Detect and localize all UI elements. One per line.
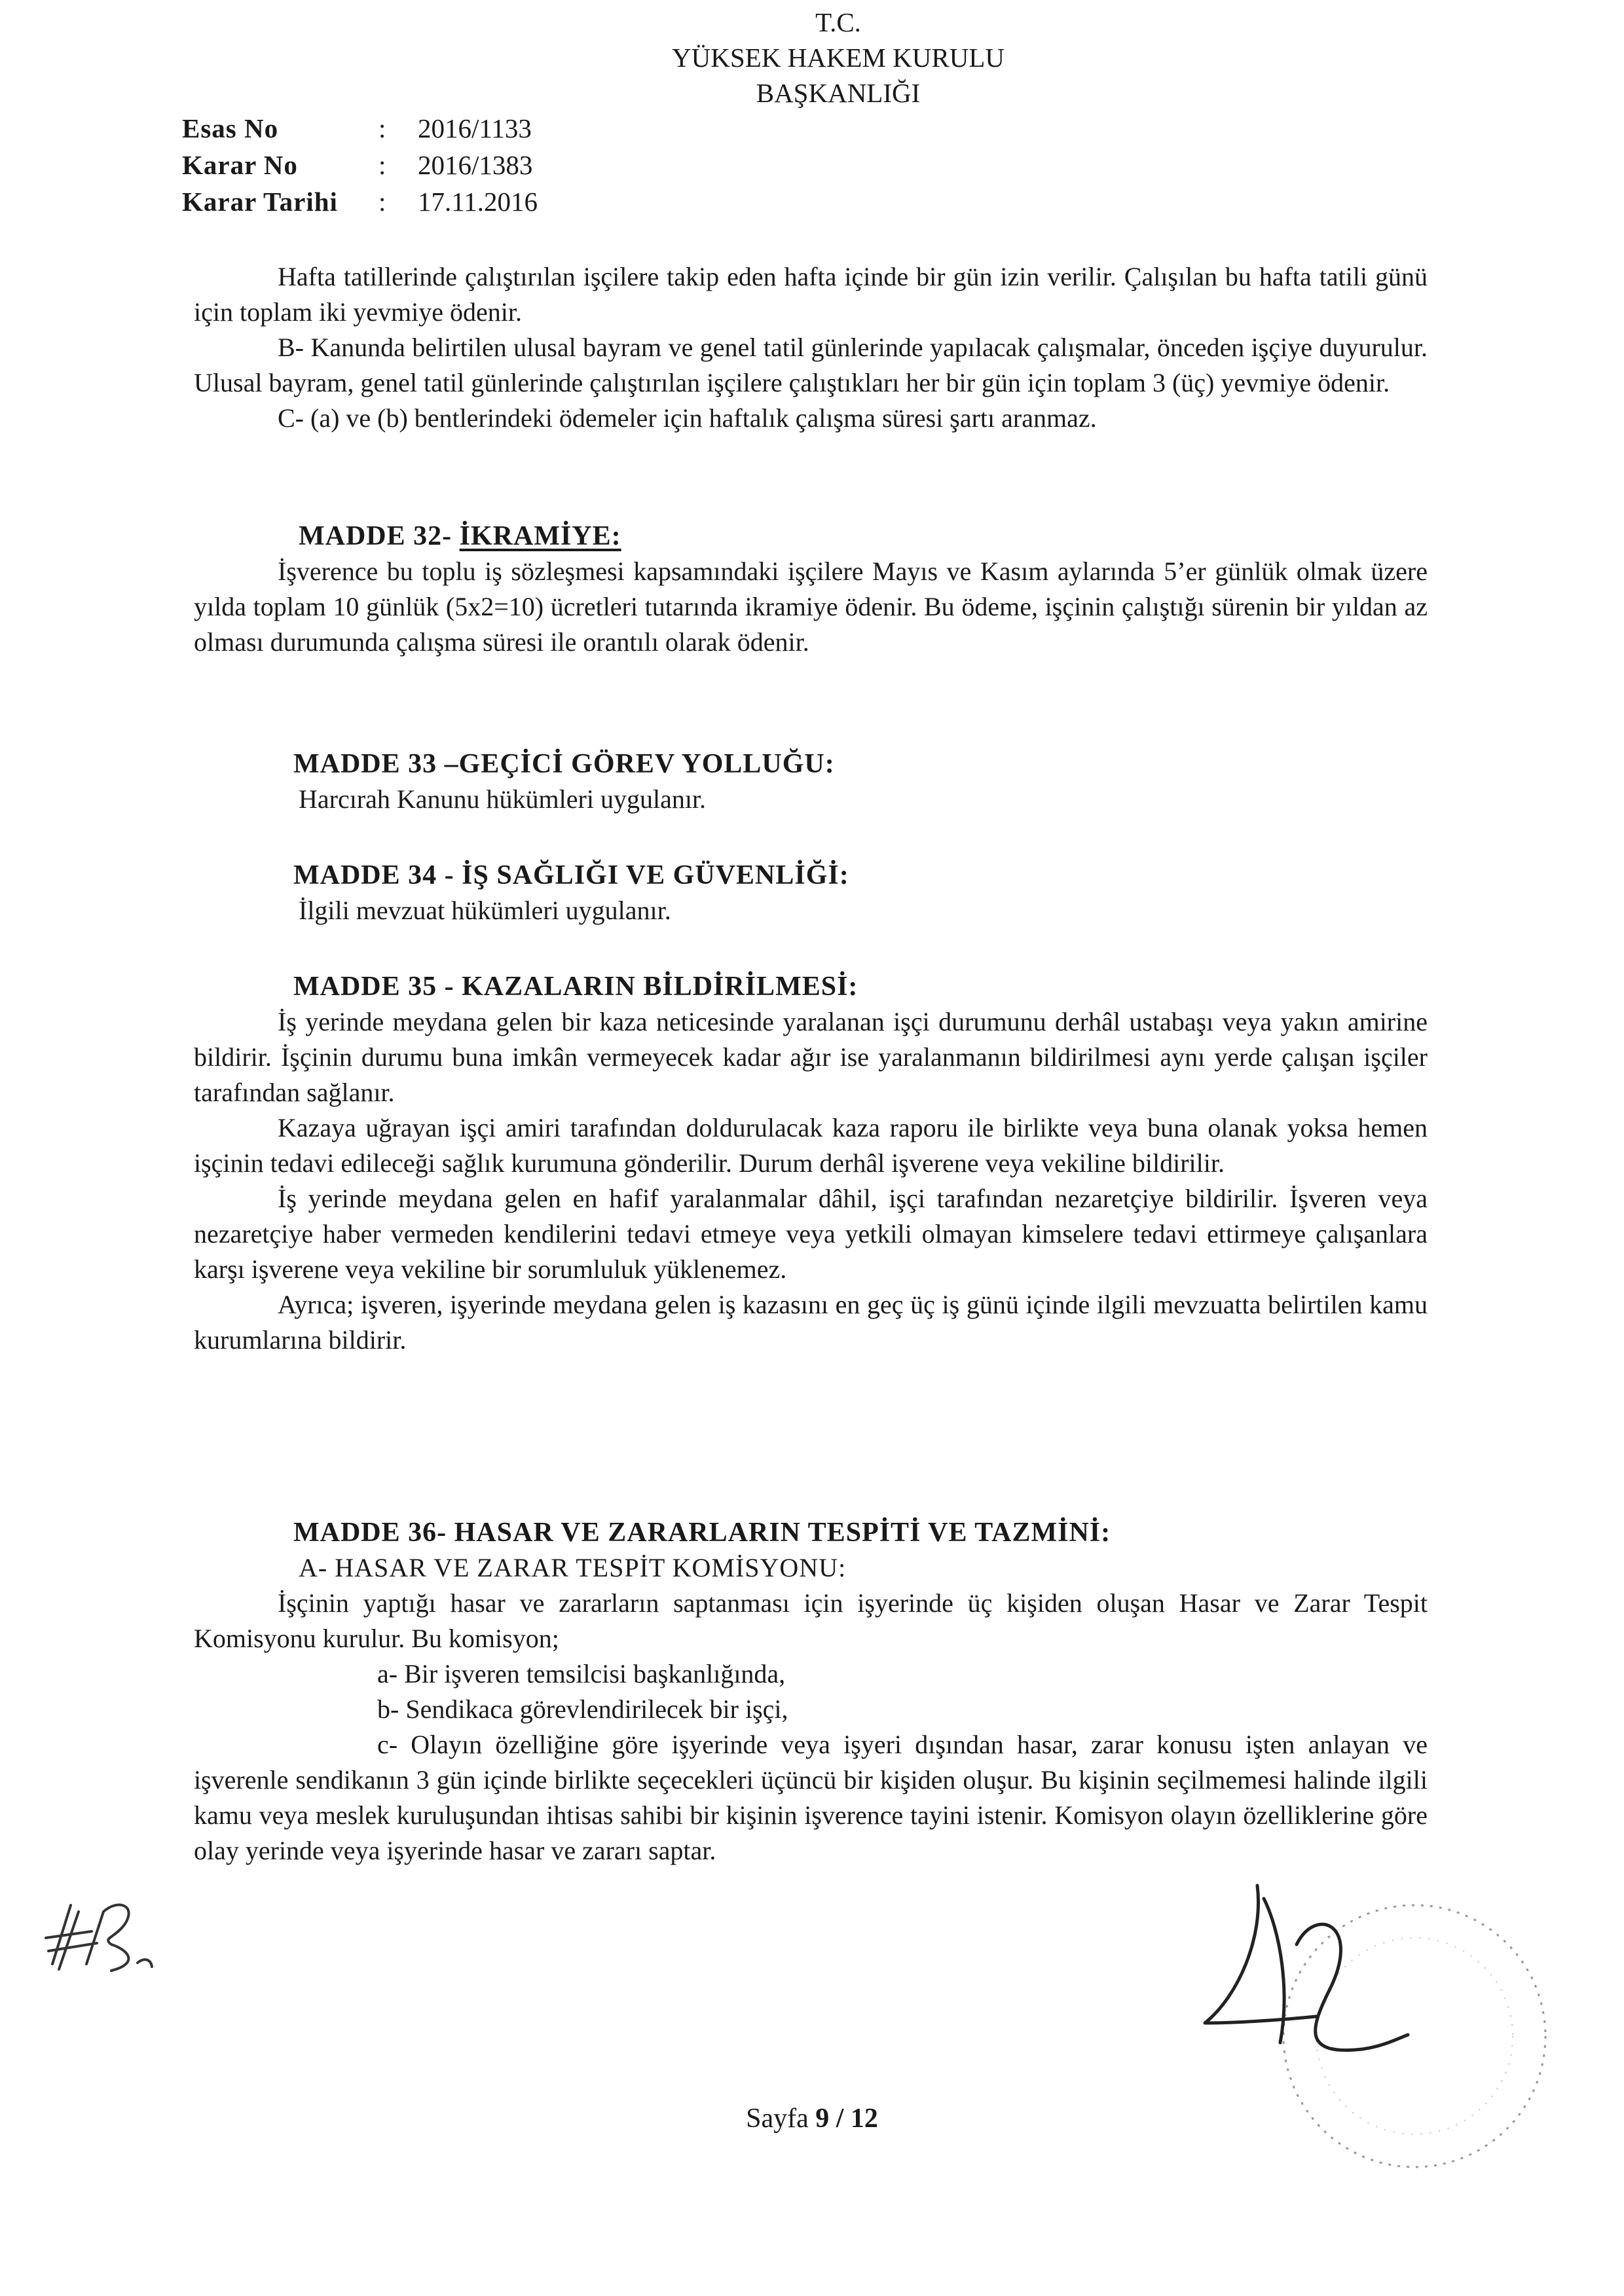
article-36-subtitle: A- HASAR VE ZARAR TESPİT KOMİSYONU: — [299, 1553, 847, 1582]
article-36-paragraph: İşçinin yaptığı hasar ve zararların saptanması için işyerinde üç kişiden oluşan Hasar ve Zarar Tespit Komisyonu kurulur. Bu komisyon; — [194, 1588, 1428, 1653]
header-department: BAŞKANLIĞI — [756, 78, 921, 108]
article-32 — [194, 519, 1428, 660]
article-36-title: MADDE 36- HASAR VE ZARARLARIN TESPİTİ VE TAZMİNİ: — [293, 1518, 1111, 1548]
intro-paragraph-3: C- (a) ve (b) bentlerindeki ödemeler için haftalık çalışma süresi şartı aranmaz. — [278, 403, 1097, 433]
article-34-paragraph: İlgili mevzuat hükümleri uygulanır. — [299, 896, 671, 925]
meta-label: Karar Tarihi — [182, 187, 338, 217]
page-label: Sayfa — [746, 2104, 816, 2134]
case-meta — [182, 110, 680, 220]
article-36 — [194, 1515, 1428, 1868]
article-32-paragraph: İşverence bu toplu iş sözleşmesi kapsamındaki işçilere Mayıs ve Kasım aylarında 5’er günlük olmak üzere yılda toplam 10 günlük (5x2=10) ücretleri tutarında ikramiye ödenir. Bu ödeme, işçinin çalıştığı sürenin bir yıldan az olması durumunda çalışma süresi ile orantılı olarak ödenir. — [194, 556, 1428, 657]
article-33-title: MADDE 33 –GEÇİCİ GÖREV YOLLUĞU: — [293, 749, 835, 779]
meta-row-tarih — [182, 183, 680, 220]
page-footer — [0, 2103, 1624, 2134]
article-34-title: MADDE 34 - İŞ SAĞLIĞI VE GÜVENLİĞİ: — [293, 860, 849, 890]
article-36-item-b: b- Sendikaca görevlendirilecek bir işçi, — [377, 1694, 788, 1724]
meta-colon: : — [378, 187, 386, 217]
article-32-number: MADDE 32- — [299, 521, 460, 551]
intro-paragraph-2: B- Kanunda belirtilen ulusal bayram ve genel tatil günlerinde yapılacak çalışmalar, önceden işçiye duyurulur. Ulusal bayram, genel tatil günlerinde çalıştırılan işçilere çalıştıkları her bir gün için toplam 3 (üç) yevmiye ödenir. — [194, 333, 1428, 397]
article-34 — [194, 858, 1428, 928]
article-32-title — [194, 519, 1428, 554]
article-35-paragraph-3: İş yerinde meydana gelen en hafif yaralanmalar dâhil, işçi tarafından nezaretçiye bildirilir. İşveren veya nezaretçiye haber vermeden kendilerini tedavi etmeye veya yetkili olmayan kimselere tedavi ettirmeye çalışanlara karşı işverene veya vekiline bir sorumluluk yüklenemez. — [194, 1184, 1428, 1284]
article-35 — [194, 969, 1428, 1358]
article-32-heading: İKRAMİYE: — [459, 521, 621, 551]
meta-row-karar — [182, 147, 680, 183]
intro-paragraph-1: Hafta tatillerinde çalıştırılan işçilere takip eden hafta içinde bir gün izin verilir. Çalışılan bu hafta tatili günü için toplam iki yevmiye ödenir. — [194, 262, 1428, 327]
header-tc: T.C. — [815, 7, 861, 37]
meta-value: 2016/1133 — [418, 113, 532, 143]
initials-signature-icon — [39, 1886, 183, 1984]
meta-colon: : — [378, 150, 386, 180]
stamp-and-signature-icon — [1166, 1859, 1559, 2200]
meta-label: Esas No — [182, 113, 279, 143]
meta-colon: : — [378, 113, 386, 143]
meta-value: 17.11.2016 — [418, 187, 538, 217]
article-36-item-a: a- Bir işveren temsilcisi başkanlığında, — [377, 1659, 786, 1688]
meta-row-esas — [182, 110, 680, 147]
article-36-item-c: c- Olayın özelliğine göre işyerinde veya işyeri dışından hasar, zarar konusu işten anlayan ve işverenle sendikanın 3 gün içinde birlikte seçecekleri üçüncü bir kişiden oluşur. Bu kişinin seçilmemesi halinde ilgili kamu veya meslek kuruluşundan ihtisas sahibi bir kişinin işverence tayini istenir. Komisyon olayın özelliklerine göre olay yerinde veya işyerinde hasar ve zararı saptar. — [194, 1730, 1428, 1865]
header-organization: YÜKSEK HAKEM KURULU — [672, 43, 1005, 73]
article-33 — [194, 746, 1428, 817]
article-35-paragraph-2: Kazaya uğrayan işçi amiri tarafından doldurulacak kaza raporu ile birlikte veya buna olanak yoksa hemen işçinin tedavi edileceği sağlık kurumuna gönderilir. Durum derhâl işverene veya vekiline bildirilir. — [194, 1113, 1428, 1178]
article-35-paragraph-4: Ayrıca; işveren, işyerinde meydana gelen iş kazasını en geç üç iş günü içinde ilgili mevzuatta belirtilen kamu kurumlarına bildirir. — [194, 1290, 1428, 1355]
page-number: 9 / 12 — [815, 2104, 878, 2134]
intro-section — [194, 259, 1428, 436]
meta-value: 2016/1383 — [418, 150, 533, 180]
meta-label: Karar No — [182, 150, 298, 180]
article-35-title: MADDE 35 - KAZALARIN BİLDİRİLMESİ: — [293, 972, 858, 1002]
article-35-paragraph-1: İş yerinde meydana gelen bir kaza neticesinde yaralanan işçi durumunu derhâl ustabaşı veya yakın amirine bildirir. İşçinin durumu buna imkân vermeyecek kadar ağır ise yaralanmanın bildirilmesi aynı yerde çalışan işçiler tarafından sağlanır. — [194, 1007, 1428, 1107]
article-33-paragraph: Harcırah Kanunu hükümleri uygulanır. — [299, 784, 707, 814]
